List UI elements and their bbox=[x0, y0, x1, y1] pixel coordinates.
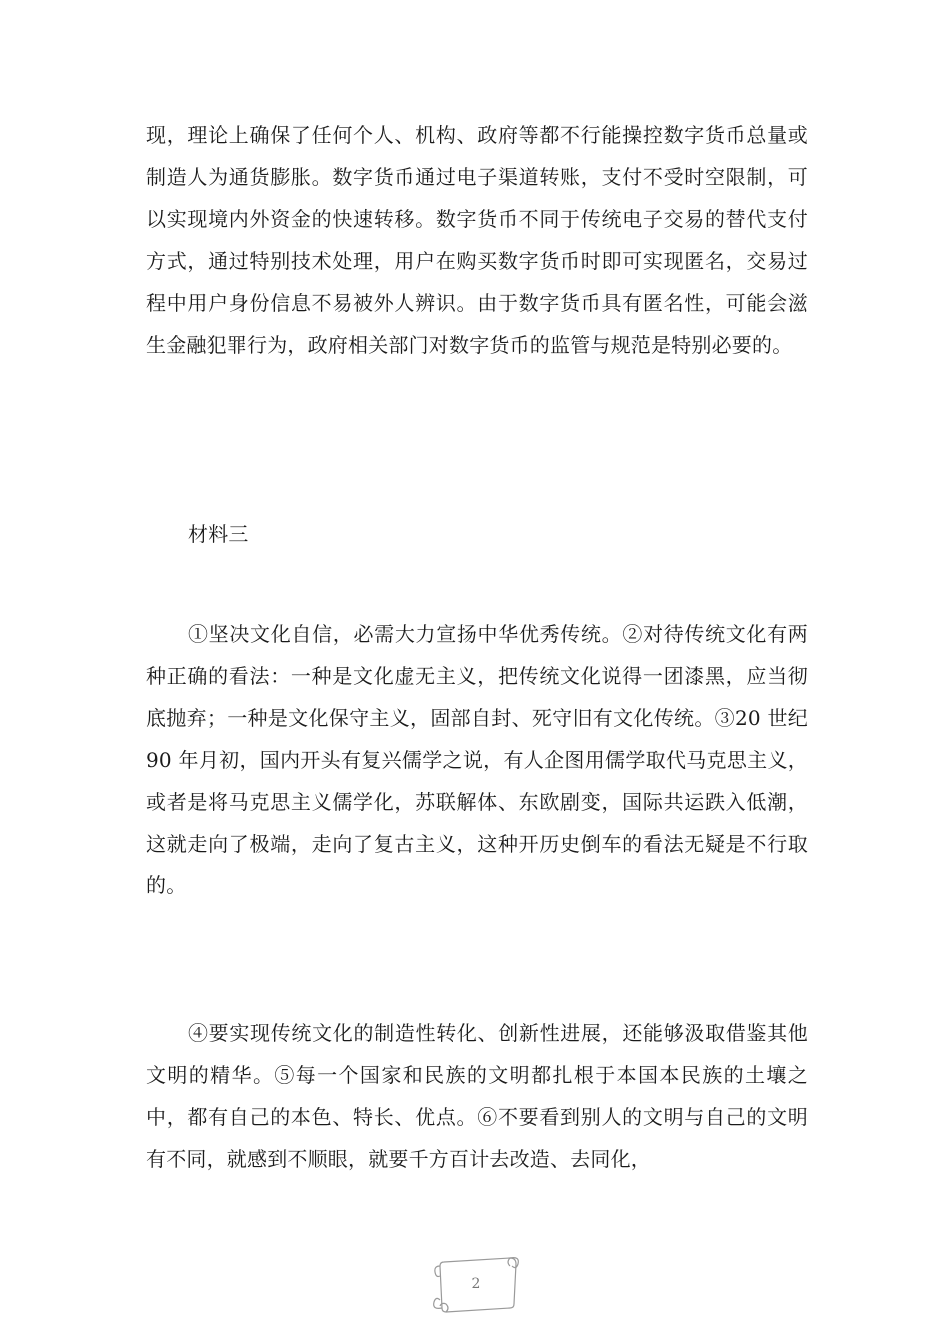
page-number: 2 bbox=[471, 1276, 481, 1292]
body-paragraph: ①坚决文化自信，必需大力宣扬中华优秀传统。②对待传统文化有两种正确的看法：一种是文化虚无主义，把传统文化说得一团漆黑，应当彻底抛弃；一种是文化保守主义，固部自封、死守旧有文化传统。③20 世纪 90 年月初，国内开头有复兴儒学之说，有人企图用儒学取代马克思主义，或者是将马克思主义儒学化，苏联解体、东欧剧变，国际共运跌入低潮，这就走向了极端，走向了复古主义，这种开历史倒车的看法无疑是不行取的。 bbox=[146, 622, 808, 898]
section-heading: 材料三 bbox=[188, 522, 249, 546]
body-paragraph: 现，理论上确保了任何个人、机构、政府等都不行能操控数字货币总量或制造人为通货膨胀。数字货币通过电子渠道转账，支付不受时空限制，可以实现境内外资金的快速转移。数字货币不同于传统电子交易的替代支付方式，通过特别技术处理，用户在购买数字货币时即可实现匿名，交易过程中用户身份信息不易被外人辨识。由于数字货币具有匿名性，可能会滋生金融犯罪行为，政府相关部门对数字货币的监管与规范是特别必要的。 bbox=[146, 123, 808, 357]
body-paragraph: ④要实现传统文化的制造性转化、创新性进展，还能够汲取借鉴其他文明的精华。⑤每一个国家和民族的文明都扎根于本国本民族的土壤之中，都有自己的本色、特长、优点。⑥不要看到别人的文明与自己的文明有不同，就感到不顺眼，就要千方百计去改造、去同化， bbox=[146, 1021, 808, 1171]
